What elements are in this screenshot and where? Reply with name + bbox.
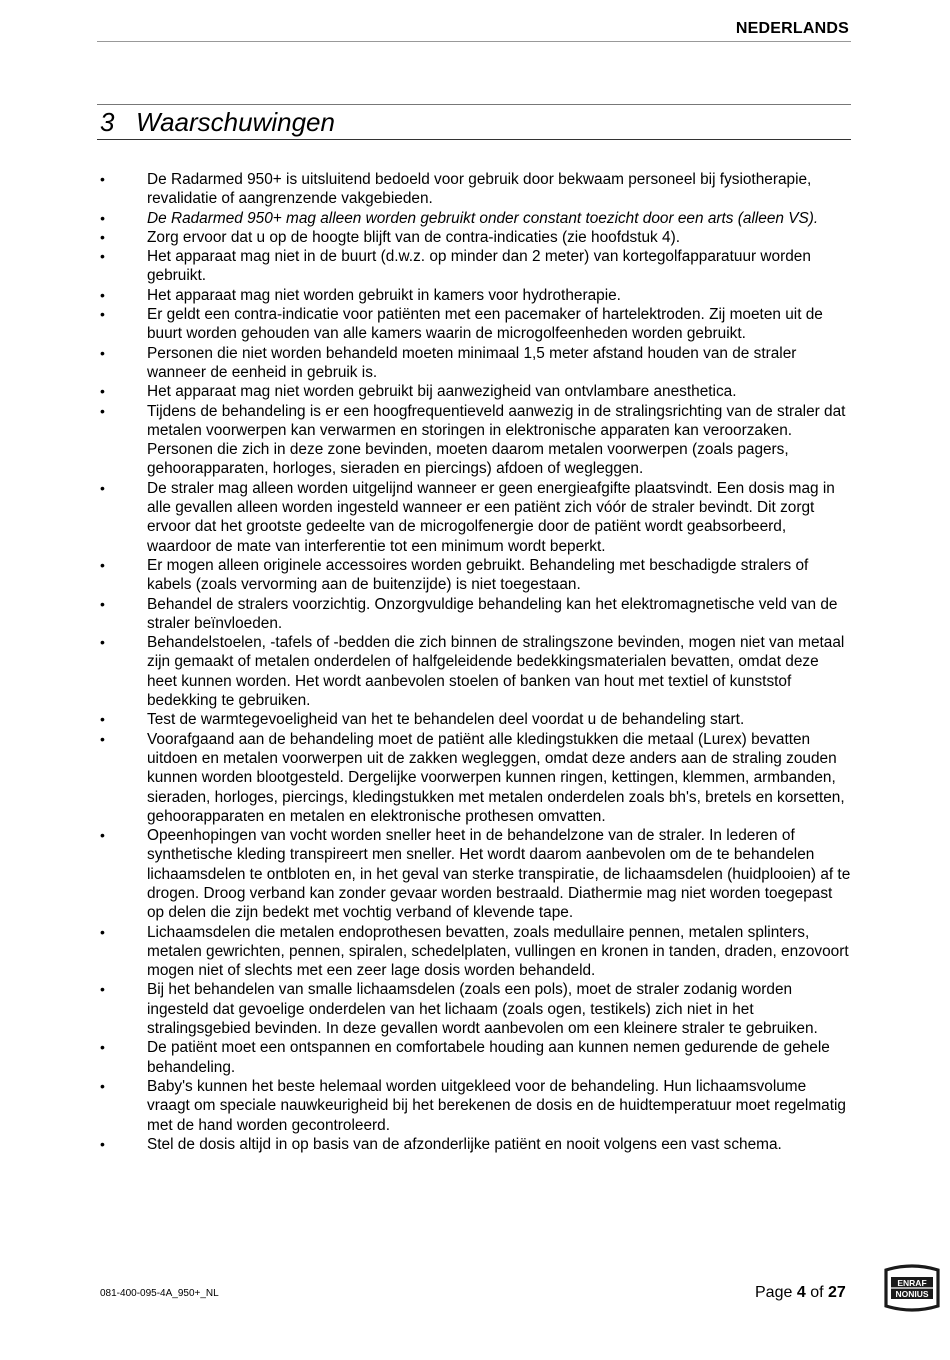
section-heading [100, 106, 335, 138]
warning-item: • De straler mag alleen worden uitgelijnd wanneer er geen energieafgifte plaatsvindt. Een dosis mag in alle gevallen alleen worden ingesteld wanneer er een patiënt zich vóór de straler bevindt. Dit zorgt ervoor dat het grootste gedeelte van de microgolfenergie door de patiënt wordt geabsorbeerd, waardoor de mate van interferentie tot een minimum wordt beperkt. [97, 479, 851, 556]
header-rule [97, 41, 851, 42]
warning-item: • De Radarmed 950+ is uitsluitend bedoeld voor gebruik door bekwaam personeel bij fysiotherapie, revalidatie of aangrenzende vakgebieden. [97, 170, 851, 209]
warning-item: • De Radarmed 950+ mag alleen worden gebruikt onder constant toezicht door een arts (alleen VS). [97, 209, 851, 228]
warning-item: • Test de warmtegevoeligheid van het te behandelen deel voordat u de behandeling start. [97, 710, 851, 729]
warning-item: • De patiënt moet een ontspannen en comfortabele houding aan kunnen nemen gedurende de gehele behandeling. [97, 1038, 851, 1077]
section-title: Waarschuwingen [136, 107, 335, 137]
logo-line1: ENRAF [897, 1278, 927, 1288]
header-language: NEDERLANDS [735, 20, 849, 37]
warning-item: • Er geldt een contra-indicatie voor patiënten met een pacemaker of hartelektroden. Zij moeten uit de buurt worden gehouden van alle kamers waarin de microgolfeenheden worden gebruikt. [97, 305, 851, 344]
warning-item: • Het apparaat mag niet worden gebruikt in kamers voor hydrotherapie. [97, 286, 851, 305]
warning-item: • Opeenhopingen van vocht worden sneller heet in de behandelzone van de straler. In lederen of synthetische kleding transpireert men sneller. Het wordt daarom aanbevolen om de te behandelen lichaamsdelen te ontbloten en, in het geval van sterke transpiratie, de lichaamsdelen (huidplooien) af te drogen. Droog verband kan zonder gevaar worden bestraald. Diathermie mag niet worden toegepast op delen die zijn bedekt met vochtig verband of klevende tape. [97, 826, 851, 922]
warning-item: • Voorafgaand aan de behandeling moet de patiënt alle kledingstukken die metaal (Lurex) bevatten uitdoen en metalen voorwerpen uit de zakken wegleggen, omdat deze anders aan de straling zouden kunnen worden blootgesteld. Dergelijke voorwerpen kunnen ringen, kettingen, klemmen, armbanden, sieraden, horloges, piercings, kledingstukken met metalen onderdelen zoals bh's, bretels en korsetten, gehoorapparaten en metalen en elektronische prothesen omvatten. [97, 730, 851, 826]
warning-item: • Personen die niet worden behandeld moeten minimaal 1,5 meter afstand houden van de straler wanneer de eenheid in gebruik is. [97, 344, 851, 383]
warning-item: • Zorg ervoor dat u op de hoogte blijft van de contra-indicaties (zie hoofdstuk 4). [97, 228, 851, 247]
warning-item: • Behandel de stralers voorzichtig. Onzorgvuldige behandeling kan het elektromagnetische veld van de straler beïnvloeden. [97, 595, 851, 634]
enraf-nonius-logo [880, 1263, 944, 1313]
page-total: 27 [827, 1284, 846, 1301]
section-top-rule [97, 104, 851, 105]
page-of: of [810, 1284, 824, 1301]
page-word: Page [755, 1284, 793, 1301]
document-code: 081-400-095-4A_950+_NL [100, 1288, 219, 1299]
warning-item: • Bij het behandelen van smalle lichaamsdelen (zoals een pols), moet de straler zodanig worden ingesteld dat gevoelige onderdelen van het lichaam (zoals ogen, testikels) zich niet in het stralingsgebied bevinden. In deze gevallen wordt aanbevolen om een kleinere straler te gebruiken. [97, 980, 851, 1038]
logo-line2: NONIUS [895, 1289, 929, 1299]
page-current: 4 [796, 1284, 806, 1301]
warning-item: • Tijdens de behandeling is er een hoogfrequentieveld aanwezig in de stralingsrichting van de straler dat metalen voorwerpen kan verwarmen en storingen in elektronische apparaten kan veroorzaken. Personen die zich in deze zone bevinden, moeten daarom metalen voorwerpen (zoals pagers, gehoorapparaten, horloges, sieraden en piercings) afdoen of wegleggen. [97, 402, 851, 479]
warning-item: • Stel de dosis altijd in op basis van de afzonderlijke patiënt en nooit volgens een vast schema. [97, 1135, 851, 1154]
warning-item: • Baby's kunnen het beste helemaal worden uitgekleed voor de behandeling. Hun lichaamsvolume vraagt om speciale nauwkeurigheid bij het berekenen de dosis en de huidtemperatuur moet regelmatig met de hand worden gecontroleerd. [97, 1077, 851, 1135]
warnings-list [97, 170, 851, 1154]
warning-item: • Het apparaat mag niet in de buurt (d.w.z. op minder dan 2 meter) van kortegolfapparatuur worden gebruikt. [97, 247, 851, 286]
warning-item: • Lichaamsdelen die metalen endoprothesen bevatten, zoals medullaire pennen, metalen splinters, metalen gewrichten, pennen, spiralen, schedelplaten, vullingen en kronen in tanden, draden, enzovoort mogen niet of slechts met een zeer lage dosis worden behandeld. [97, 923, 851, 981]
warning-item: • Het apparaat mag niet worden gebruikt bij aanwezigheid van ontvlambare anesthetica. [97, 382, 851, 401]
warning-item: • Er mogen alleen originele accessoires worden gebruikt. Behandeling met beschadigde stralers of kabels (zoals vervorming aan de buitenzijde) is niet toegestaan. [97, 556, 851, 595]
section-number: 3 [100, 107, 115, 137]
page-number [755, 1284, 846, 1302]
warning-item: • Behandelstoelen, -tafels of -bedden die zich binnen de stralingszone bevinden, mogen niet van metaal zijn gemaakt of metalen onderdelen of halfgeleidende bedekkingsmaterialen bevatten, omdat deze heet kunnen worden. Het wordt aanbevolen stoelen of banken van hout met textiel of kunststof bedekking te gebruiken. [97, 633, 851, 710]
section-bottom-rule [97, 139, 851, 140]
